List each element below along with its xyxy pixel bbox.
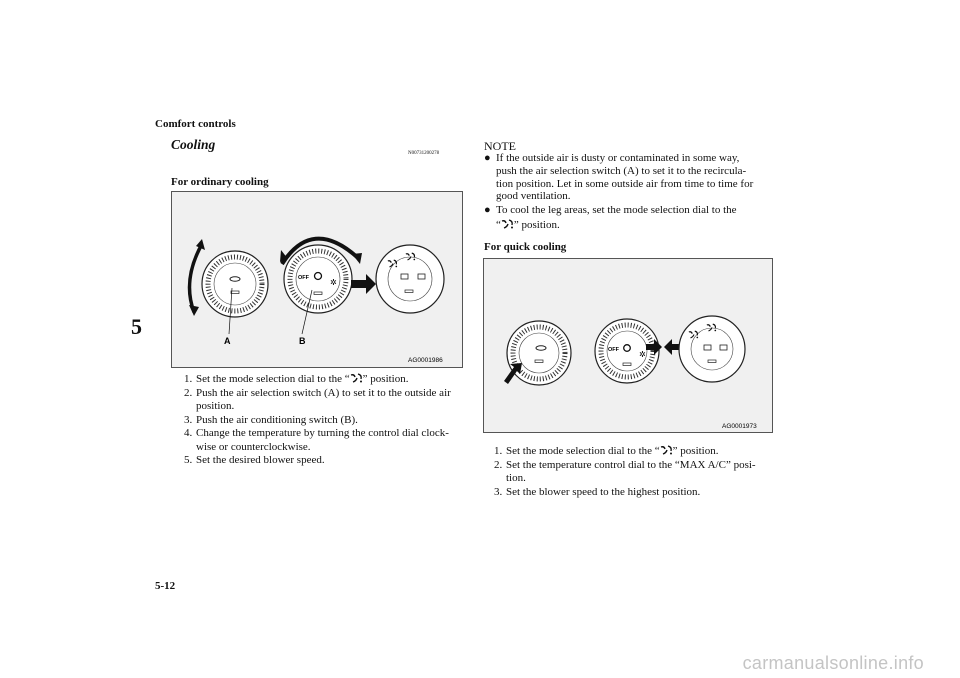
section-code: N00731200278: [408, 151, 440, 156]
ordinary-step-3: 3. Push the air conditioning switch (B).: [184, 413, 358, 426]
face-feet-mode-icon: [660, 445, 673, 455]
note-title: NOTE: [484, 139, 516, 153]
fan-icon: ✲: [330, 278, 337, 287]
label-b: B: [299, 336, 306, 346]
quick-steps: [494, 445, 774, 499]
figure-quick-cooling: [483, 258, 773, 433]
chapter-tab: 5: [131, 314, 142, 339]
bullet-icon: ●: [484, 204, 491, 217]
ac-off-label: OFF: [608, 347, 619, 353]
ordinary-step-2: 2. Push the air selection switch (A) to set it to the outside air position.: [184, 386, 451, 412]
air-selection-dial: [507, 321, 571, 385]
fan-icon: ✲: [639, 350, 646, 359]
figure-code-2: AG0001973: [722, 423, 757, 430]
ordinary-cooling-heading: For ordinary cooling: [171, 176, 269, 188]
ordinary-steps: [184, 373, 464, 468]
mode-selection-dial: [679, 316, 745, 382]
section-title: Cooling: [171, 137, 216, 152]
watermark: carmanualsonline.info: [742, 653, 924, 673]
ac-control-panel-illustration: [172, 192, 462, 367]
face-feet-mode-icon: [350, 373, 363, 383]
temperature-dial: [284, 245, 352, 313]
ac-off-label: OFF: [298, 275, 309, 281]
temperature-dial: [595, 319, 659, 383]
quick-step-2: 2. Set the temperature control dial to the “MAX A/C” posi- tion.: [494, 458, 756, 484]
note-item-2: ● To cool the leg areas, set the mode selection dial to the “ ” position.: [484, 204, 737, 231]
figure-ordinary-cooling: [171, 191, 463, 368]
bullet-icon: ●: [484, 152, 491, 164]
quick-step-3: 3. Set the blower speed to the highest position.: [494, 485, 701, 498]
figure-code-1: AG0001986: [408, 357, 443, 364]
note-item-1: ● If the outside air is dusty or contaminated in some way, push the air selection switch (A) to set it to the recircula- tion position. Let in some outside air from time to time for good ventilation.: [484, 152, 754, 203]
header-title: Comfort controls: [155, 118, 236, 130]
label-a: A: [224, 336, 231, 346]
page-number: 5-12: [155, 580, 176, 592]
ordinary-step-1: 1. Set the mode selection dial to the “ ” position.: [184, 373, 409, 385]
ac-control-panel-illustration: [484, 259, 772, 432]
mode-selection-dial: [376, 245, 444, 313]
ordinary-step-5: 5. Set the desired blower speed.: [184, 454, 325, 466]
face-feet-mode-icon: [501, 219, 514, 229]
quick-step-1: 1. Set the mode selection dial to the “ ” position.: [494, 445, 719, 457]
air-selection-dial: [202, 251, 268, 317]
ordinary-step-4: 4. Change the temperature by turning the control dial clock- wise or counterclockwise.: [184, 427, 449, 453]
note-list: [484, 152, 772, 232]
quick-cooling-heading: For quick cooling: [484, 241, 567, 253]
